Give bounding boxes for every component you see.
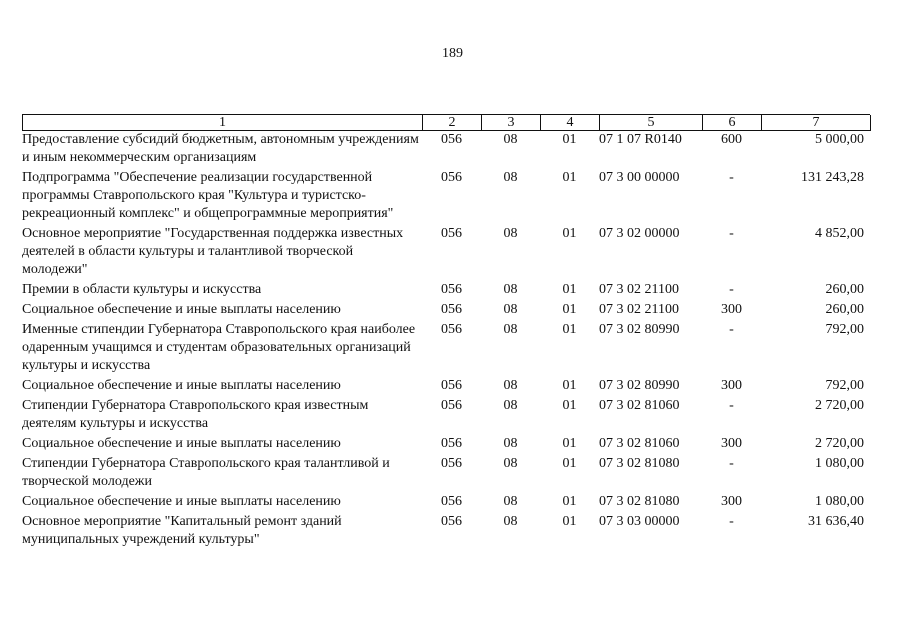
row-subsection-code: 01 <box>562 494 577 509</box>
row-target-article: 07 3 02 81080 <box>599 494 680 509</box>
row-ved-code: 056 <box>441 282 462 297</box>
row-name: Социальное обеспечение и иные выплаты населению <box>22 302 341 317</box>
row-section-code: 08 <box>503 398 518 413</box>
row-subsection-code: 01 <box>562 226 577 241</box>
row-ved-code: 056 <box>441 436 462 451</box>
row-expense-type: 300 <box>721 436 742 451</box>
row-name: Именные стипендии Губернатора Ставропольского края наиболее одаренным учащимся и студентам образовательных организаций культуры и искусства <box>22 322 416 373</box>
row-expense-type: 300 <box>721 378 742 393</box>
header-col-1: 1 <box>23 115 423 131</box>
header-col-2: 2 <box>423 115 482 131</box>
row-ved-code: 056 <box>441 302 462 317</box>
row-section-code: 08 <box>503 456 518 471</box>
row-section-code: 08 <box>503 302 518 317</box>
row-subsection-code: 01 <box>562 132 577 147</box>
row-amount: 260,00 <box>825 282 864 297</box>
row-subsection-code: 01 <box>562 436 577 451</box>
row-name: Социальное обеспечение и иные выплаты населению <box>22 436 341 451</box>
row-ved-code: 056 <box>441 132 462 147</box>
row-amount: 31 636,40 <box>808 514 864 529</box>
row-section-code: 08 <box>503 322 518 337</box>
row-target-article: 07 3 00 00000 <box>599 170 680 185</box>
row-name: Стипендии Губернатора Ставропольского края талантливой и творческой молодежи <box>22 456 390 489</box>
row-expense-type: - <box>729 398 734 413</box>
row-section-code: 08 <box>503 226 518 241</box>
row-amount: 260,00 <box>825 302 864 317</box>
row-expense-type: 300 <box>721 494 742 509</box>
row-subsection-code: 01 <box>562 282 577 297</box>
row-expense-type: 300 <box>721 302 742 317</box>
row-section-code: 08 <box>503 514 518 529</box>
row-section-code: 08 <box>503 132 518 147</box>
row-ved-code: 056 <box>441 514 462 529</box>
table-row <box>22 397 870 435</box>
row-target-article: 07 3 03 00000 <box>599 514 680 529</box>
row-ved-code: 056 <box>441 226 462 241</box>
row-expense-type: - <box>729 282 734 297</box>
row-subsection-code: 01 <box>562 322 577 337</box>
row-section-code: 08 <box>503 494 518 509</box>
row-target-article: 07 1 07 R0140 <box>599 132 682 147</box>
row-name: Основное мероприятие "Капитальный ремонт зданий муниципальных учреждений культуры" <box>22 514 342 547</box>
row-target-article: 07 3 02 81060 <box>599 398 680 413</box>
table-row <box>22 513 870 551</box>
row-expense-type: - <box>729 226 734 241</box>
table-row <box>22 321 870 377</box>
table-body <box>22 131 870 551</box>
page-number: 189 <box>442 46 463 61</box>
row-target-article: 07 3 02 21100 <box>599 282 679 297</box>
table-row <box>22 281 870 301</box>
row-subsection-code: 01 <box>562 514 577 529</box>
row-ved-code: 056 <box>441 322 462 337</box>
row-target-article: 07 3 02 21100 <box>599 302 679 317</box>
row-ved-code: 056 <box>441 494 462 509</box>
row-subsection-code: 01 <box>562 170 577 185</box>
table-row <box>22 493 870 513</box>
row-expense-type: - <box>729 514 734 529</box>
table-row <box>22 377 870 397</box>
row-ved-code: 056 <box>441 398 462 413</box>
header-col-4: 4 <box>541 115 600 131</box>
row-ved-code: 056 <box>441 378 462 393</box>
row-section-code: 08 <box>503 436 518 451</box>
row-section-code: 08 <box>503 282 518 297</box>
row-amount: 1 080,00 <box>815 494 864 509</box>
row-amount: 2 720,00 <box>815 436 864 451</box>
table-row <box>22 169 870 225</box>
budget-table <box>22 114 870 551</box>
row-target-article: 07 3 02 81060 <box>599 436 680 451</box>
row-amount: 792,00 <box>825 378 864 393</box>
row-subsection-code: 01 <box>562 398 577 413</box>
row-name: Подпрограмма "Обеспечение реализации государственной программы Ставропольского края "Культура и туристско-рекреационный комплекс" и общепрограммные мероприятия" <box>22 170 394 221</box>
row-section-code: 08 <box>503 378 518 393</box>
header-col-3: 3 <box>482 115 541 131</box>
table-header <box>22 114 870 131</box>
header-col-5: 5 <box>600 115 703 131</box>
row-amount: 5 000,00 <box>815 132 864 147</box>
table-row <box>22 435 870 455</box>
row-amount: 1 080,00 <box>815 456 864 471</box>
header-col-7: 7 <box>762 115 871 131</box>
row-subsection-code: 01 <box>562 302 577 317</box>
row-target-article: 07 3 02 81080 <box>599 456 680 471</box>
row-section-code: 08 <box>503 170 518 185</box>
table-row <box>22 131 870 169</box>
row-target-article: 07 3 02 80990 <box>599 378 680 393</box>
header-col-6: 6 <box>703 115 762 131</box>
row-amount: 4 852,00 <box>815 226 864 241</box>
row-name: Социальное обеспечение и иные выплаты населению <box>22 494 341 509</box>
row-expense-type: 600 <box>721 132 742 147</box>
row-expense-type: - <box>729 322 734 337</box>
row-name: Социальное обеспечение и иные выплаты населению <box>22 378 341 393</box>
row-name: Стипендии Губернатора Ставропольского края известным деятелям культуры и искусства <box>22 398 369 431</box>
row-expense-type: - <box>729 456 734 471</box>
row-name: Премии в области культуры и искусства <box>22 282 262 297</box>
row-name: Предоставление субсидий бюджетным, автономным учреждениям и иным некоммерческим организациям <box>22 132 419 165</box>
row-ved-code: 056 <box>441 456 462 471</box>
row-subsection-code: 01 <box>562 378 577 393</box>
row-amount: 792,00 <box>825 322 864 337</box>
row-expense-type: - <box>729 170 734 185</box>
row-amount: 131 243,28 <box>801 170 864 185</box>
table-row <box>22 301 870 321</box>
row-target-article: 07 3 02 80990 <box>599 322 680 337</box>
row-target-article: 07 3 02 00000 <box>599 226 680 241</box>
row-name: Основное мероприятие "Государственная поддержка известных деятелей в области культуры и талантливой творческой молодежи" <box>22 226 404 277</box>
table-row <box>22 455 870 493</box>
row-amount: 2 720,00 <box>815 398 864 413</box>
row-subsection-code: 01 <box>562 456 577 471</box>
table-row <box>22 225 870 281</box>
row-ved-code: 056 <box>441 170 462 185</box>
